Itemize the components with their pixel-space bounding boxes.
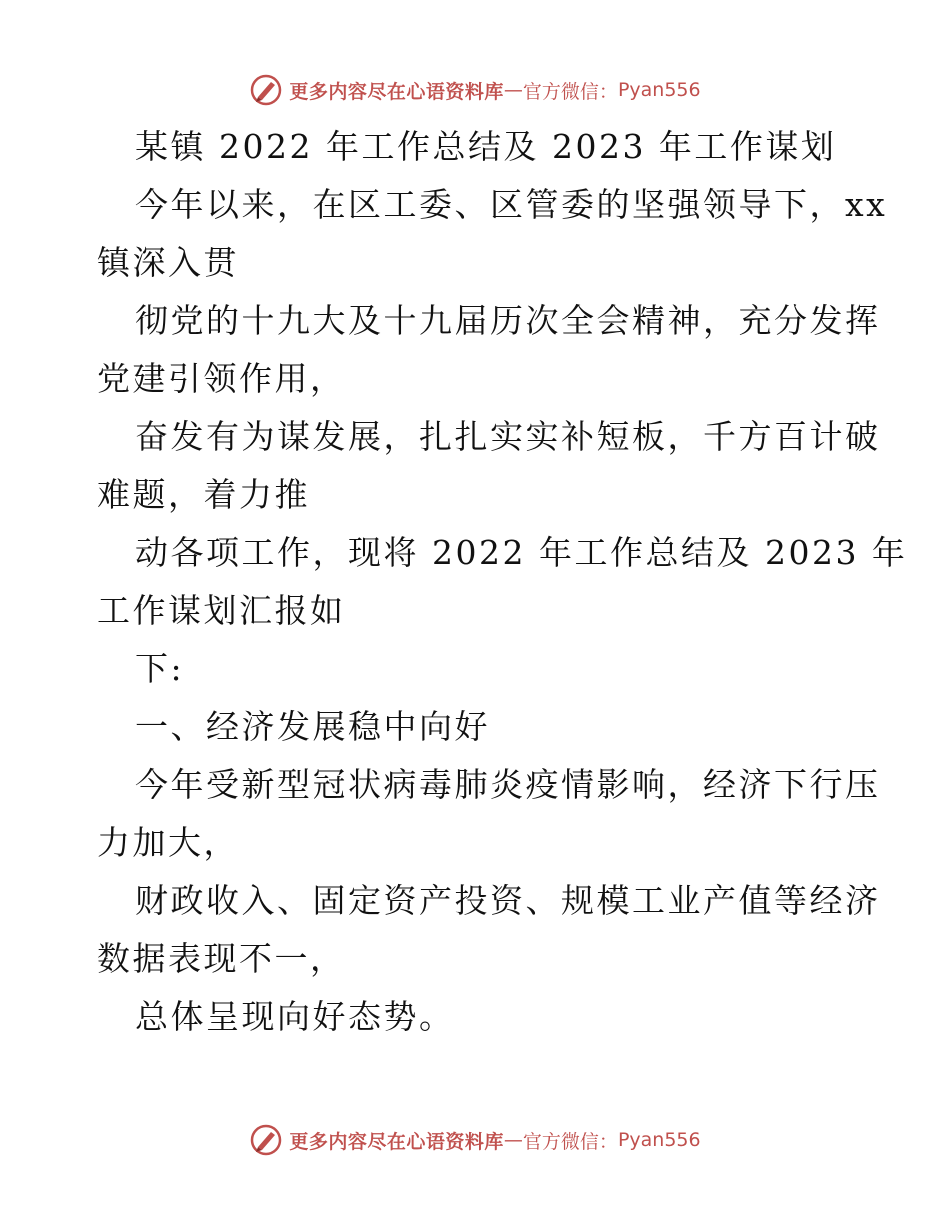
paragraph-line: 镇深入贯	[97, 243, 239, 282]
banner-wechat-id: Pyan556	[617, 1129, 701, 1151]
banner-sub-text: 官方微信：	[522, 1130, 618, 1153]
banner-main-text: 更多内容尽在心语资料库	[289, 1130, 504, 1153]
paragraph-line: 今年受新型冠状病毒肺炎疫情影响，经济下行压	[135, 765, 881, 804]
paragraph-line: 数据表现不一，	[97, 939, 346, 978]
paragraph-line: 今年以来，在区工委、区管委的坚强领导下，xx	[135, 185, 888, 224]
document-body	[97, 118, 908, 1046]
pen-logo-icon	[249, 73, 283, 107]
paragraph-line: 难题，着力推	[97, 475, 310, 514]
paragraph-line: 奋发有为谋发展，扎扎实实补短板，千方百计破	[135, 417, 881, 456]
paragraph-line: 党建引领作用，	[97, 359, 346, 398]
banner-main-text: 更多内容尽在心语资料库	[289, 80, 504, 103]
header-watermark-banner	[0, 70, 950, 110]
paragraph-line: 工作谋划汇报如	[97, 591, 346, 630]
paragraph-line: 总体呈现向好态势。	[135, 997, 455, 1036]
banner-separator: —	[503, 79, 523, 101]
banner-wechat-id: Pyan556	[617, 79, 701, 101]
paragraph-line: 财政收入、固定资产投资、规模工业产值等经济	[135, 881, 881, 920]
banner-sub-text: 官方微信：	[522, 80, 618, 103]
pen-logo-icon	[249, 1123, 283, 1157]
section-heading: 一、经济发展稳中向好	[135, 707, 490, 746]
paragraph-line: 下:	[135, 649, 185, 688]
paragraph-line: 动各项工作，现将 2022 年工作总结及 2023 年	[135, 533, 908, 572]
footer-watermark-banner	[0, 1120, 950, 1160]
paragraph-line: 彻党的十九大及十九届历次全会精神，充分发挥	[135, 301, 881, 340]
banner-separator: —	[503, 1129, 523, 1151]
document-title: 某镇 2022 年工作总结及 2023 年工作谋划	[135, 127, 837, 166]
paragraph-line: 力加大，	[97, 823, 239, 862]
